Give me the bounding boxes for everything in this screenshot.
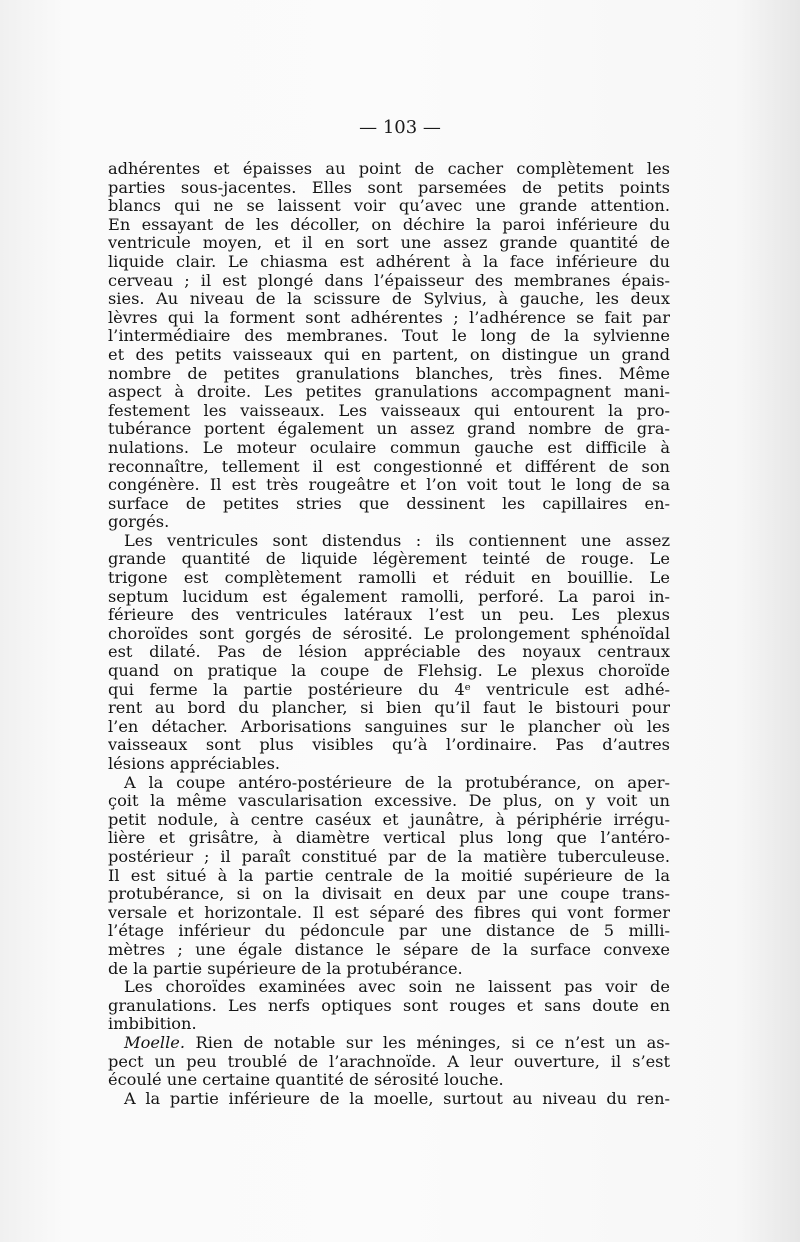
- text-line: cerveau ; il est plongé dans l’épaisseur des membranes épais-: [108, 271, 670, 290]
- text-line: festement les vaisseaux. Les vaisseaux qui entourent la pro-: [108, 401, 670, 420]
- paragraph: [108, 532, 670, 774]
- text-line: granulations. Les nerfs optiques sont rouges et sans doute en: [108, 996, 670, 1015]
- section-lead: Moelle.: [124, 1033, 185, 1052]
- text-line: rent au bord du plancher, si bien qu’il faut le bistouri pour: [108, 699, 670, 718]
- text-line: qui ferme la partie postérieure du 4ᵉ ventricule est adhé-: [108, 680, 670, 699]
- paragraph: [108, 774, 670, 979]
- text-line: grande quantité de liquide légèrement teinté de rouge. Le: [108, 550, 670, 569]
- text-line: gorgés.: [108, 513, 170, 532]
- text-line: et des petits vaisseaux qui en partent, on distingue un grand: [108, 345, 670, 364]
- paragraph: [108, 160, 670, 532]
- text-line: aspect à droite. Les petites granulations accompagnent mani-: [108, 383, 670, 402]
- text-line: reconnaître, tellement il est congestionné et différent de son: [108, 457, 670, 476]
- text-line: est dilaté. Pas de lésion appréciable des noyaux centraux: [108, 643, 670, 662]
- text-line: A la partie inférieure de la moelle, surtout au niveau du ren-: [124, 1089, 670, 1108]
- text-line: lière et grisâtre, à diamètre vertical plus long que l’antéro-: [108, 829, 670, 848]
- text-run: Rien de notable sur les méninges, si ce n’est un as-: [184, 1033, 670, 1052]
- page-number: — 103 —: [359, 117, 441, 138]
- paragraph: [108, 978, 670, 1034]
- text-line: Il est situé à la partie centrale de la moitié supérieure de la: [108, 866, 670, 885]
- text-line: versale et horizontale. Il est séparé des fibres qui vont former: [108, 903, 670, 922]
- text-line: écoulé une certaine quantité de sérosité louche.: [108, 1071, 504, 1090]
- text-line: sies. Au niveau de la scissure de Sylvius, à gauche, les deux: [108, 290, 670, 309]
- text-line: En essayant de les décoller, on déchire la paroi inférieure du: [108, 215, 670, 234]
- text-line: lésions appréciables.: [108, 755, 281, 773]
- text-line: blancs qui ne se laissent voir qu’avec une grande attention.: [108, 197, 670, 216]
- body-text: [108, 160, 670, 1108]
- text-line: liquide clair. Le chiasma est adhérent à la face inférieure du: [108, 252, 670, 271]
- text-line: de la partie supérieure de la protubérance.: [108, 959, 463, 978]
- text-line: lèvres qui la forment sont adhérentes ; l’adhérence se fait par: [108, 308, 670, 327]
- text-line: l’intermédiaire des membranes. Tout le long de la sylvienne: [108, 327, 670, 346]
- text-line: [108, 1034, 670, 1053]
- text-line: Les choroïdes examinées avec soin ne laissent pas voir de: [124, 978, 670, 997]
- text-line: trigone est complètement ramolli et réduit en bouillie. Le: [108, 569, 670, 588]
- text-line: quand on pratique la coupe de Flehsig. Le plexus choroïde: [108, 662, 670, 681]
- text-line: çoit la même vascularisation excessive. De plus, on y voit un: [108, 792, 670, 811]
- text-line: l’en détacher. Arborisations sanguines sur le plancher où les: [108, 717, 670, 736]
- text-line: nulations. Le moteur oculaire commun gauche est difficile à: [108, 438, 670, 457]
- text-line: vaisseaux sont plus visibles qu’à l’ordinaire. Pas d’autres: [108, 736, 670, 755]
- text-line: mètres ; une égale distance le sépare de la surface convexe: [108, 940, 670, 959]
- text-line: parties sous-jacentes. Elles sont parsemées de petits points: [108, 178, 670, 197]
- text-line: adhérentes et épaisses au point de cacher complètement les: [108, 160, 670, 178]
- paragraph: [108, 1034, 670, 1090]
- text-line: congénère. Il est très rougeâtre et l’on voit tout le long de sa: [108, 476, 670, 495]
- text-line: septum lucidum est également ramolli, perforé. La paroi in-: [108, 587, 670, 606]
- text-line: A la coupe antéro-postérieure de la protubérance, on aper-: [124, 773, 670, 792]
- text-line: l’étage inférieur du pédoncule par une distance de 5 milli-: [108, 922, 670, 941]
- text-line: tubérance portent également un assez grand nombre de gra-: [108, 420, 670, 439]
- text-line: petit nodule, à centre caséux et jaunâtre, à périphérie irrégu-: [108, 810, 670, 829]
- text-line: nombre de petites granulations blanches, très fines. Même: [108, 364, 670, 383]
- text-line: férieure des ventricules latéraux l’est un peu. Les plexus: [108, 606, 670, 625]
- text-line: pect un peu troublé de l’arachnoïde. A leur ouverture, il s’est: [108, 1052, 670, 1071]
- text-line: postérieur ; il paraît constitué par de la matière tuberculeuse.: [108, 847, 670, 866]
- text-line: ventricule moyen, et il en sort une assez grande quantité de: [108, 234, 670, 253]
- text-line: protubérance, si on la divisait en deux par une coupe trans-: [108, 885, 670, 904]
- text-line: Les ventricules sont distendus : ils contiennent une assez: [124, 531, 670, 550]
- paragraph: [108, 1090, 670, 1109]
- text-line: imbibition.: [108, 1015, 197, 1034]
- text-line: surface de petites stries que dessinent les capillaires en-: [108, 494, 670, 513]
- text-line: choroïdes sont gorgés de sérosité. Le prolongement sphénoïdal: [108, 624, 670, 643]
